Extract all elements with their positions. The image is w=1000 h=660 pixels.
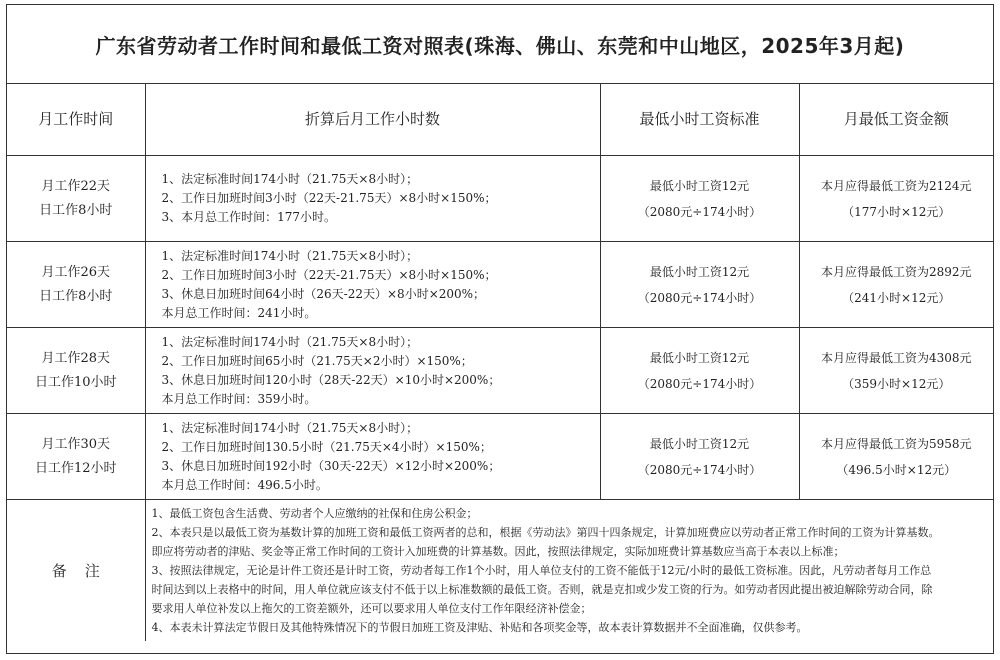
monthly-wage-formula: （241小时×12元） (842, 290, 951, 305)
hours-line: 本月总工作时间：359小时。 (161, 391, 317, 406)
hours-line: 2、工作日加班时间130.5小时（21.75天×4小时）×150%； (161, 439, 492, 454)
hourly-rate-cell (600, 414, 799, 500)
notes-row (7, 500, 993, 642)
hours-breakdown-cell (145, 242, 600, 328)
notes-label: 备注 (7, 500, 145, 642)
note-line: 2、本表只是以最低工资为基数计算的加班工资和最低工资两者的总和，根据《劳动法》第四十四条规定，计算加班费应以劳动者正常工作时间的工资为计算基数。 (151, 526, 940, 539)
hourly-rate-formula: （2080元÷174小时） (637, 290, 762, 305)
hours-breakdown-cell (145, 156, 600, 242)
page-title: 广东省劳动者工作时间和最低工资对照表(珠海、佛山、东莞和中山地区，2025年3月起) (7, 5, 993, 84)
monthly-wage-cell (799, 414, 993, 500)
header-monthly-hours: 折算后月工作小时数 (145, 83, 600, 156)
table-row (7, 156, 993, 242)
hours-line: 3、休息日加班时间192小时（30天-22天）×12小时×200%； (161, 458, 501, 473)
hours-line: 2、工作日加班时间65小时（21.75天×2小时）×150%； (161, 353, 473, 368)
hourly-rate-formula: （2080元÷174小时） (637, 204, 762, 219)
hours-line: 3、休息日加班时间120小时（28天-22天）×10小时×200%； (161, 372, 501, 387)
hours-line: 3、本月总工作时间：177小时。 (161, 210, 337, 224)
hours-line: 3、休息日加班时间64小时（26天-22天）×8小时×200%； (161, 286, 486, 301)
work-days: 月工作28天 (41, 350, 111, 366)
note-line: 1、最低工资包含生活费、劳动者个人应缴纳的社保和住房公积金； (151, 507, 478, 520)
hourly-rate-cell (600, 328, 799, 414)
hours-line: 本月总工作时间：496.5小时。 (161, 477, 328, 492)
monthly-wage-formula: （496.5小时×12元） (836, 462, 957, 477)
monthly-wage: 本月应得最低工资为5958元 (820, 436, 972, 451)
hourly-rate-formula: （2080元÷174小时） (637, 376, 762, 391)
hourly-rate-cell (600, 242, 799, 328)
hourly-rate-formula: （2080元÷174小时） (637, 462, 762, 477)
note-line: 4、本表未计算法定节假日及其他特殊情况下的节假日加班工资及津贴、补贴和各项奖金等，故本表计算数据并不全面准确，仅供参考。 (151, 621, 808, 634)
hourly-rate-cell (600, 156, 799, 242)
header-hourly-rate: 最低小时工资标准 (600, 83, 799, 156)
hourly-rate: 最低小时工资12元 (649, 178, 750, 193)
work-hours-per-day: 日工作10小时 (34, 374, 117, 390)
work-time-cell (7, 414, 145, 500)
monthly-wage: 本月应得最低工资为2892元 (820, 264, 972, 279)
table-row (7, 414, 993, 500)
hours-breakdown-cell (145, 414, 600, 500)
hourly-rate: 最低小时工资12元 (649, 350, 750, 365)
work-time-cell (7, 156, 145, 242)
hourly-rate: 最低小时工资12元 (649, 264, 750, 279)
hours-line: 2、工作日加班时间3小时（22天-21.75天）×8小时×150%； (161, 191, 497, 205)
hours-breakdown-cell (145, 328, 600, 414)
table-row (7, 328, 993, 414)
note-line: 要求用人单位补发以上拖欠的工资差额外，还可以要求用人单位支付工作年限经济补偿金； (151, 602, 592, 615)
monthly-wage: 本月应得最低工资为2124元 (820, 178, 972, 193)
note-line: 时间达到以上表格中的时间，用人单位就应该支付不低于以上标准数额的最低工资。否则，就是克扣或少发工资的行为。如劳动者因此提出被迫解除劳动合同，除 (151, 583, 933, 596)
header-row (7, 83, 993, 156)
work-days: 月工作26天 (41, 264, 111, 280)
work-time-cell (7, 242, 145, 328)
hours-line: 本月总工作时间：241小时。 (161, 305, 317, 320)
notes-cell (145, 500, 993, 642)
hours-line: 1、法定标准时间174小时（21.75天×8小时）； (161, 248, 419, 263)
header-work-time: 月工作时间 (7, 83, 145, 156)
hours-line: 2、工作日加班时间3小时（22天-21.75天）×8小时×150%； (161, 267, 497, 282)
work-hours-per-day: 日工作12小时 (34, 460, 117, 476)
hourly-rate: 最低小时工资12元 (649, 436, 750, 451)
monthly-wage: 本月应得最低工资为4308元 (820, 350, 972, 365)
monthly-wage-formula: （177小时×12元） (842, 204, 951, 219)
monthly-wage-cell (799, 328, 993, 414)
work-time-cell (7, 328, 145, 414)
table-row (7, 242, 993, 328)
monthly-wage-cell (799, 156, 993, 242)
wage-table (7, 83, 993, 641)
work-days: 月工作22天 (41, 178, 111, 194)
monthly-wage-cell (799, 242, 993, 328)
wage-table-document (6, 4, 994, 654)
work-hours-per-day: 日工作8小时 (39, 288, 113, 304)
hours-line: 1、法定标准时间174小时（21.75天×8小时）； (161, 172, 419, 186)
note-line: 即应将劳动者的津贴、奖金等正常工作时间的工资计入加班费的计算基数。因此，按照法律规定，实际加班费计算基数应当高于本表以上标准； (151, 545, 845, 558)
header-monthly-wage: 月最低工资金额 (799, 83, 993, 156)
hours-line: 1、法定标准时间174小时（21.75天×8小时）； (161, 334, 419, 349)
work-days: 月工作30天 (41, 436, 111, 452)
monthly-wage-formula: （359小时×12元） (842, 376, 951, 391)
hours-line: 1、法定标准时间174小时（21.75天×8小时）； (161, 420, 419, 435)
work-hours-per-day: 日工作8小时 (39, 202, 113, 218)
note-line: 3、按照法律规定，无论是计件工资还是计时工资，劳动者每工作1个小时，用人单位支付的工资不能低于12元/小时的最低工资标准。因此，凡劳动者每月工作总 (151, 564, 932, 577)
